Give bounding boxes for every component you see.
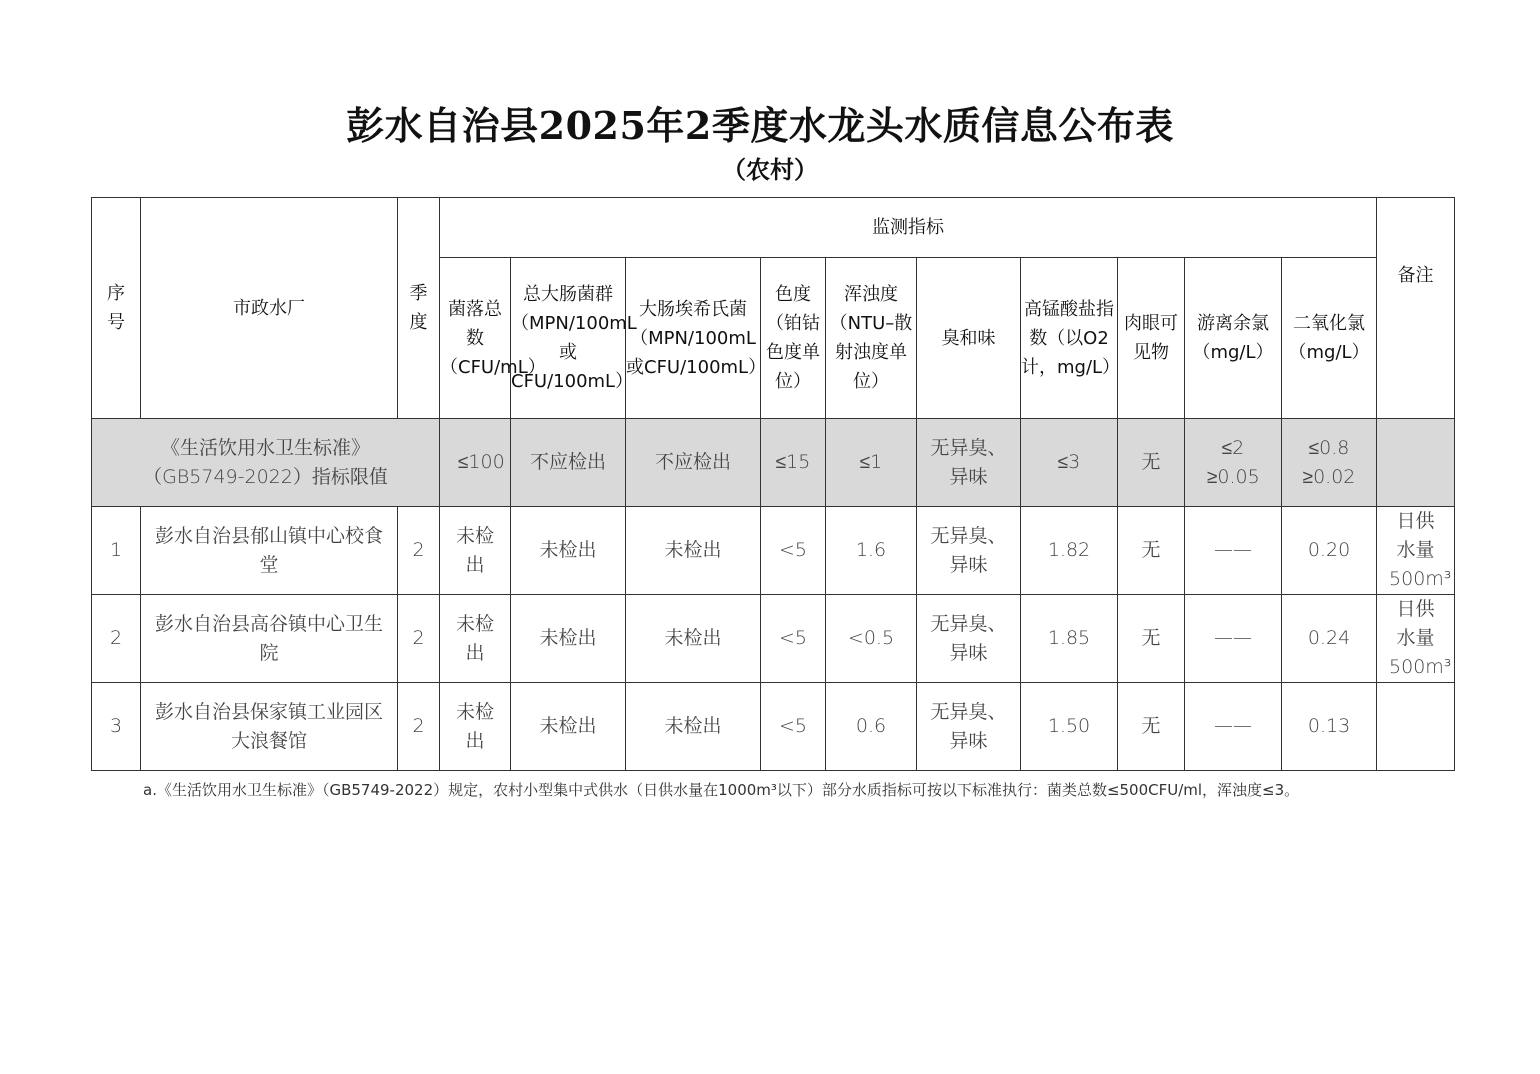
row-seq: 1	[92, 507, 141, 595]
row-remark: 日供水量500m³	[1377, 595, 1455, 683]
row-value: ——	[1185, 507, 1282, 595]
row-value: 未检出	[511, 683, 626, 771]
header-col-colony: 菌落总数（CFU/mL）	[440, 258, 511, 419]
row-value: <5	[761, 595, 826, 683]
row-value: <0.5	[826, 595, 917, 683]
table-row	[92, 683, 1455, 771]
standard-value: 无	[1118, 419, 1185, 507]
header-col-ecoli: 大肠埃希氏菌（MPN/100mL或CFU/100mL）	[626, 258, 761, 419]
row-value: 1.6	[826, 507, 917, 595]
footnote: a.《生活饮用水卫生标准》（GB5749-2022）规定，农村小型集中式供水（日供水量在1000m³以下）部分水质指标可按以下标准执行：菌类总数≤500CFU/ml，浑浊度≤3。	[143, 781, 1300, 799]
row-value: 未检出	[440, 507, 511, 595]
standard-value: ≤2 ≥0.05	[1185, 419, 1282, 507]
row-value: 未检出	[440, 595, 511, 683]
header-col-coliform: 总大肠菌群（MPN/100mL或CFU/100mL）	[511, 258, 626, 419]
header-col-permanganate: 高锰酸盐指数（以O2计，mg/L）	[1021, 258, 1118, 419]
row-value: 1.85	[1021, 595, 1118, 683]
row-value: 无	[1118, 683, 1185, 771]
row-value: 未检出	[626, 595, 761, 683]
row-value: 0.6	[826, 683, 917, 771]
row-value: 未检出	[511, 507, 626, 595]
table-row	[92, 507, 1455, 595]
row-value: 无异臭、异味	[917, 595, 1021, 683]
header-col-free-chlorine: 游离余氯（mg/L）	[1185, 258, 1282, 419]
row-quarter: 2	[398, 683, 440, 771]
row-plant: 彭水自治县郁山镇中心校食堂	[141, 507, 398, 595]
row-value: 无异臭、异味	[917, 507, 1021, 595]
standard-label: 《生活饮用水卫生标准》（GB5749-2022）指标限值	[92, 419, 440, 507]
row-remark	[1377, 683, 1455, 771]
header-quarter: 季度	[398, 198, 440, 419]
row-value: 0.13	[1282, 683, 1377, 771]
row-value: <5	[761, 683, 826, 771]
header-col-chlorine-dioxide: 二氧化氯（mg/L）	[1282, 258, 1377, 419]
standard-value: 无异臭、异味	[917, 419, 1021, 507]
row-value: 未检出	[511, 595, 626, 683]
standard-value: 不应检出	[511, 419, 626, 507]
row-quarter: 2	[398, 507, 440, 595]
row-value: 1.82	[1021, 507, 1118, 595]
standard-value: ≤15	[761, 419, 826, 507]
standard-value: ≤1	[826, 419, 917, 507]
row-value: 无异臭、异味	[917, 683, 1021, 771]
water-quality-table	[91, 197, 1455, 771]
header-seq: 序号	[92, 198, 141, 419]
header-indicators: 监测指标	[440, 198, 1377, 258]
standard-value: ≤0.8 ≥0.02	[1282, 419, 1377, 507]
standard-value: ≤3	[1021, 419, 1118, 507]
row-value: 未检出	[626, 683, 761, 771]
standard-remark	[1377, 419, 1455, 507]
table-row	[92, 595, 1455, 683]
header-plant: 市政水厂	[141, 198, 398, 419]
header-remark: 备注	[1377, 198, 1455, 419]
row-value: 未检出	[626, 507, 761, 595]
standard-value: 不应检出	[626, 419, 761, 507]
row-seq: 3	[92, 683, 141, 771]
row-value: 无	[1118, 507, 1185, 595]
page-title: 彭水自治县2025年2季度水龙头水质信息公布表	[346, 103, 1174, 148]
standard-row	[92, 419, 1455, 507]
row-seq: 2	[92, 595, 141, 683]
row-remark: 日供水量500m³	[1377, 507, 1455, 595]
row-value: ——	[1185, 595, 1282, 683]
page-subtitle: （农村）	[722, 155, 818, 184]
row-value: 1.50	[1021, 683, 1118, 771]
header-col-chroma: 色度（铂钴色度单位）	[761, 258, 826, 419]
header-col-visible: 肉眼可见物	[1118, 258, 1185, 419]
header-col-odor: 臭和味	[917, 258, 1021, 419]
row-value: ——	[1185, 683, 1282, 771]
row-value: 0.20	[1282, 507, 1377, 595]
row-value: 无	[1118, 595, 1185, 683]
header-col-turbidity: 浑浊度（NTU–散射浊度单位）	[826, 258, 917, 419]
row-value: <5	[761, 507, 826, 595]
row-value: 未检出	[440, 683, 511, 771]
standard-value: ≤100	[440, 419, 511, 507]
row-plant: 彭水自治县高谷镇中心卫生院	[141, 595, 398, 683]
row-value: 0.24	[1282, 595, 1377, 683]
row-quarter: 2	[398, 595, 440, 683]
row-plant: 彭水自治县保家镇工业园区大浪餐馆	[141, 683, 398, 771]
